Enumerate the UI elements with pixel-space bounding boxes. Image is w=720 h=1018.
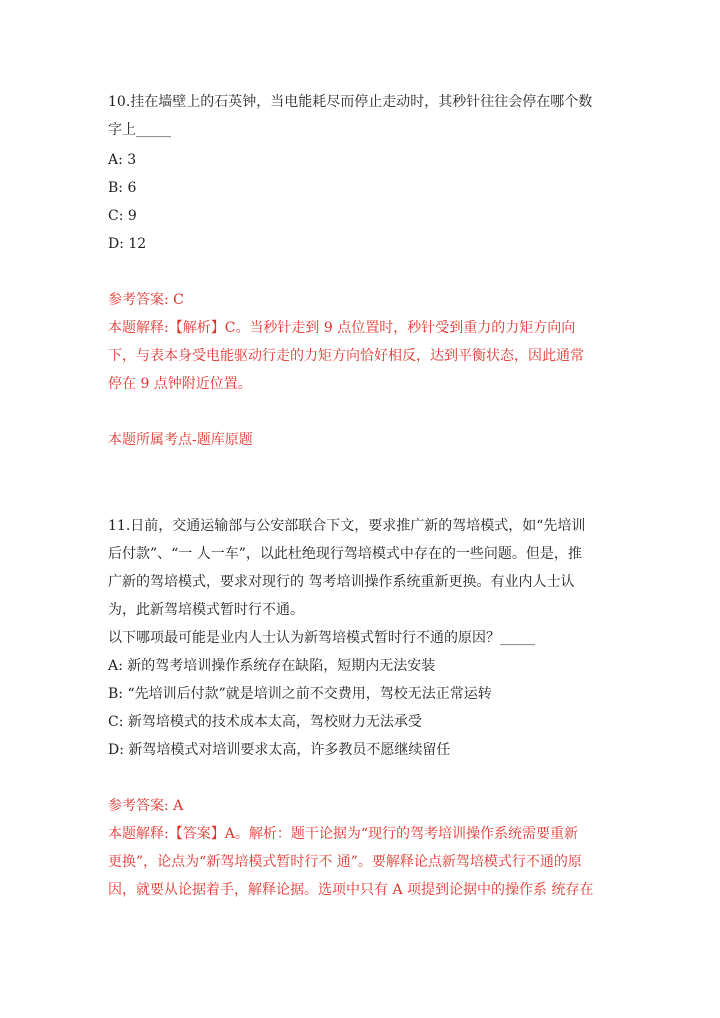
q10-option-a: A: 3 (108, 152, 137, 168)
q11-question: 以下哪项最可能是业内人士认为新驾培模式暂时行不通的原因？_____ (108, 630, 535, 646)
q10-explanation-line2: 下，与表本身受电能驱动行走的力矩方向恰好相反，达到平衡状态，因此通常 (108, 348, 584, 364)
q11-option-a: A: 新的驾考培训操作系统存在缺陷，短期内无法安装 (108, 658, 436, 674)
q11-answer: 参考答案: A (108, 798, 184, 814)
q11-stem-line3: 广新的驾培模式，要求对现行的 驾考培训操作系统重新更换。有业内人士认 (108, 574, 575, 590)
q10-option-c: C: 9 (108, 208, 137, 224)
q10-stem-line1: 10.挂在墙壁上的石英钟，当电能耗尽而停止走动时，其秒针往往会停在哪个数 (108, 94, 593, 110)
q11-option-c: C: 新驾培模式的技术成本太高，驾校财力无法承受 (108, 714, 422, 730)
q11-option-b: B: “先培训后付款”就是培训之前不交费用，驾校无法正常运转 (108, 686, 492, 702)
q10-answer: 参考答案: C (108, 292, 184, 308)
q10-stem-line2: 字上_____ (108, 122, 171, 138)
q10-topic: 本题所属考点-题库原题 (108, 432, 253, 448)
q10-option-d: D: 12 (108, 236, 147, 252)
q11-explanation-line2: 更换”，论点为“新驾培模式暂时行不 通”。要解释论点新驾培模式行不通的原 (108, 854, 582, 870)
q11-explanation-line1: 本题解释:【答案】A。解析：题干论据为“现行的驾考培训操作系统需要重新 (108, 826, 578, 842)
q11-stem-line2: 后付款”、“一 人一车”，以此杜绝现行驾培模式中存在的一些问题。但是，推 (108, 546, 582, 562)
q11-stem-line1: 11.日前，交通运输部与公安部联合下文，要求推广新的驾培模式，如“先培训 (108, 518, 586, 534)
q11-option-d: D: 新驾培模式对培训要求太高，许多教员不愿继续留任 (108, 742, 451, 758)
q10-option-b: B: 6 (108, 180, 137, 196)
q10-explanation-line3: 停在 9 点钟附近位置。 (108, 376, 252, 392)
q11-stem-line4: 为，此新驾培模式暂时行不通。 (108, 602, 304, 618)
q10-explanation-line1: 本题解释:【解析】C。当秒针走到 9 点位置时，秒针受到重力的力矩方向向 (108, 320, 576, 336)
q11-explanation-line3: 因，就要从论据着手，解释论据。选项中只有 A 项提到论据中的操作系 统存在 (108, 882, 594, 898)
